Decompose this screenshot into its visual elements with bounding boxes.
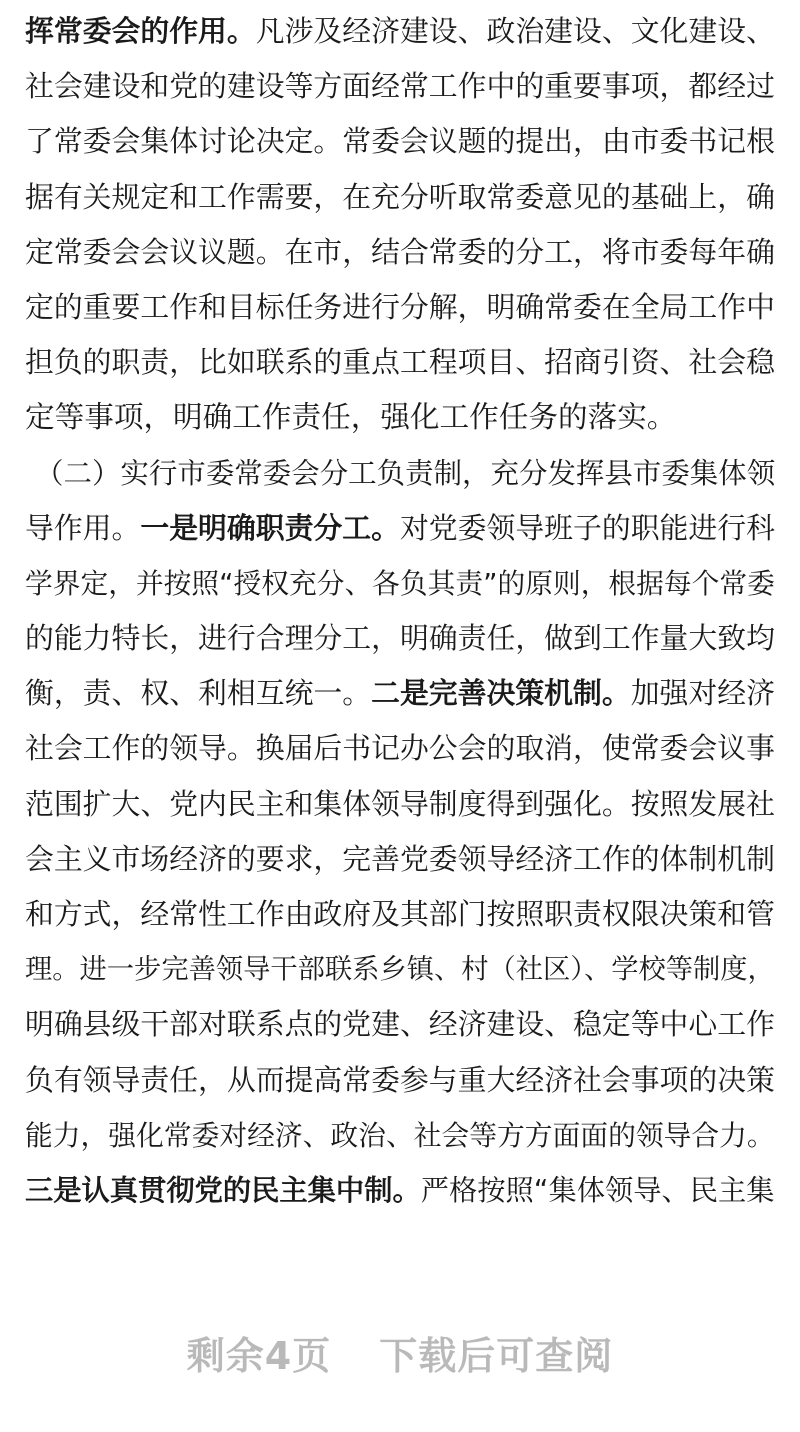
text-line (25, 942, 785, 997)
body-text: 社会建设和党的建设等方面经常工作中的重要事项，都经过 (25, 69, 775, 104)
body-text: 社会工作的领导。换届后书记办公会的取消，使常委会议事 (25, 731, 775, 766)
bold-heading-text: 三是认真贯彻党的民主集中制。 (25, 1173, 421, 1207)
text-line (25, 832, 785, 887)
text-line (25, 114, 785, 169)
download-prompt[interactable] (0, 1325, 800, 1385)
body-text: 加强对经济 (630, 676, 775, 711)
body-text: 定等事项，明确工作责任，强化工作任务的落实。 (25, 400, 677, 435)
remaining-pages-label[interactable]: 剩余4页 (186, 1334, 332, 1378)
bold-heading-text: 挥常委会的作用。 (25, 14, 256, 48)
body-text: 范围扩大、党内民主和集体领导制度得到强化。按照发展社 (25, 786, 775, 821)
body-text: 学界定，并按照“授权充分、各负其责”的原则，根据每个常委 (25, 566, 775, 600)
text-line (25, 335, 785, 390)
text-line (25, 390, 785, 445)
bold-heading-text: 一是明确职责分工。 (140, 510, 400, 545)
body-text: 导作用。 (25, 510, 141, 545)
text-line (25, 280, 785, 335)
text-line (25, 556, 785, 611)
text-line (25, 777, 785, 832)
body-text: 和方式，经常性工作由政府及其部门按照职责权限决策和管 (25, 897, 775, 931)
body-text: 据有关规定和工作需要，在充分听取常委意见的基础上，确 (25, 179, 775, 214)
text-line (25, 997, 785, 1052)
bold-heading-text: 二是完善决策机制。 (371, 676, 631, 711)
text-line (25, 59, 785, 114)
body-text: （二）实行市委常委会分工负责制，充分发挥县市委集体领 (35, 456, 776, 490)
body-text: 凡涉及经济建设、政治建设、文化建设、 (255, 14, 775, 48)
body-text: 定的重要工作和目标任务进行分解，明确常委在全局工作中 (25, 289, 775, 324)
text-line (25, 666, 785, 721)
body-text: 的能力特长，进行合理分工，明确责任，做到工作量大致均 (25, 621, 775, 656)
body-text: 严格按照“集体领导、民主集 (420, 1173, 775, 1207)
body-text: 能力，强化常委对经济、政治、社会等方方面面的领导合力。 (25, 1118, 775, 1152)
text-line (25, 501, 785, 556)
document-body (25, 0, 785, 1218)
body-text: 理。进一步完善领导干部联系乡镇、村（社区）、学校等制度， (25, 954, 775, 986)
body-text: 定常委会会议议题。在市，结合常委的分工，将市委每年确 (25, 234, 775, 269)
text-line (25, 446, 785, 501)
body-text: 衡，责、权、利相互统一。 (25, 676, 372, 711)
download-hint-label[interactable]: 下载后可查阅 (379, 1334, 614, 1378)
body-text: 明确县级干部对联系点的党建、经济建设、稳定等中心工作 (25, 1007, 775, 1042)
text-line (25, 170, 785, 225)
text-line (25, 1108, 785, 1163)
body-text: 会主义市场经济的要求，完善党委领导经济工作的体制机制 (25, 841, 775, 876)
text-line (25, 611, 785, 666)
text-line (25, 1053, 785, 1108)
body-text: 了常委会集体讨论决定。常委会议题的提出，由市委书记根 (25, 124, 775, 159)
text-line (25, 721, 785, 776)
text-line (25, 225, 785, 280)
body-text: 对党委领导班子的职能进行科 (399, 510, 775, 545)
text-line (25, 4, 785, 59)
body-text: 担负的职责，比如联系的重点工程项目、招商引资、社会稳 (25, 345, 775, 380)
text-line (25, 1163, 785, 1218)
body-text: 负有领导责任，从而提高常委参与重大经济社会事项的决策 (25, 1062, 775, 1097)
text-line (25, 887, 785, 942)
